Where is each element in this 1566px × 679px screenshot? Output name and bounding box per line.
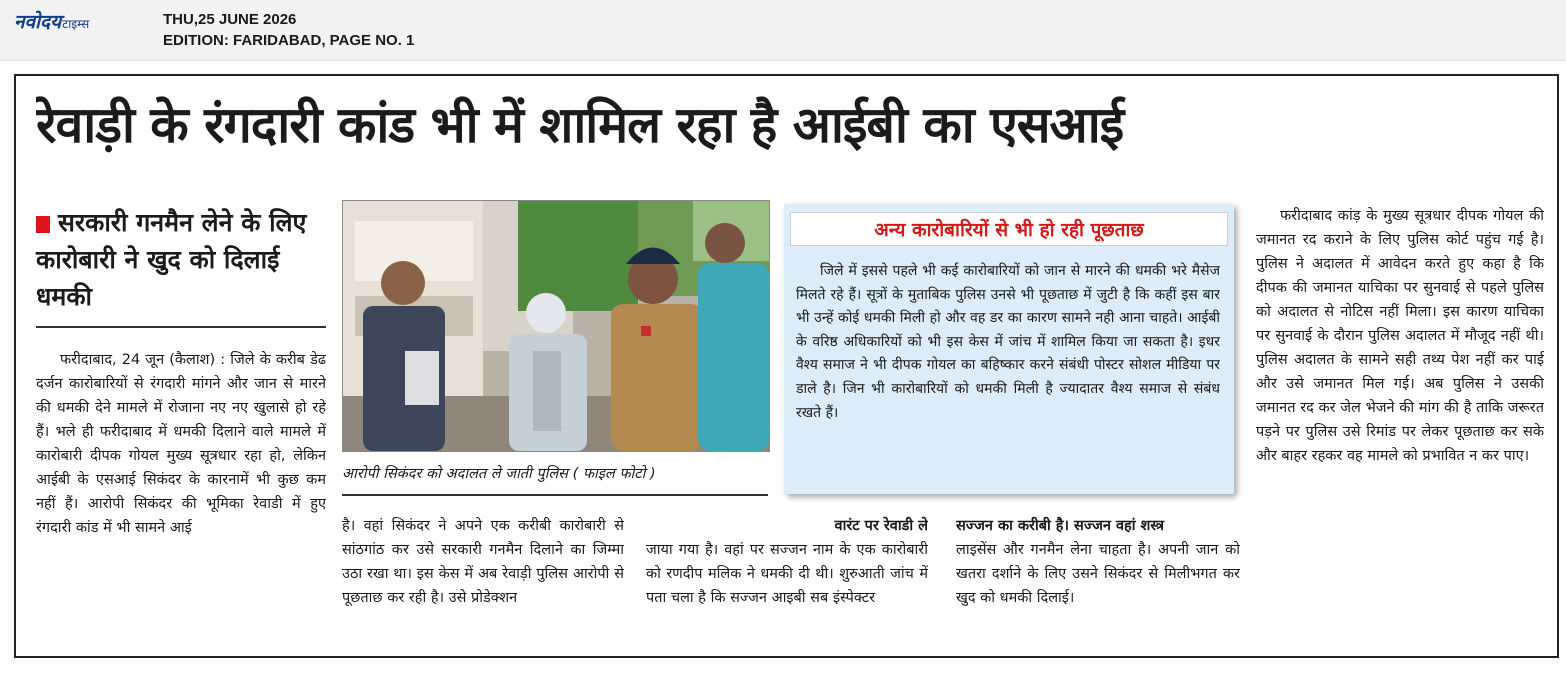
column-4-kicker: सज्जन का करीबी है। सज्जन वहां शस्त्र [956, 518, 1165, 534]
logo-subtext: टाइम्स [62, 17, 90, 31]
page-header-bar [0, 0, 1566, 61]
news-clipping [14, 74, 1559, 658]
box-title: अन्य कारोबारियों से भी हो रही पूछताछ [790, 212, 1228, 246]
article-column-5 [1256, 204, 1544, 654]
article-column-1 [36, 348, 326, 653]
newspaper-logo[interactable] [14, 8, 89, 34]
box-body [796, 260, 1220, 480]
headline: रेवाड़ी के रंगदारी कांड भी में शामिल रहा है आईबी का एसआई [36, 96, 1124, 154]
edition-info [163, 9, 414, 51]
subheading [36, 204, 326, 315]
divider [342, 494, 768, 496]
article-column-2 [342, 514, 624, 654]
photo-caption: आरोपी सिकंदर को अदालत ले जाती पुलिस ( फाइल फोटो ) [342, 466, 656, 482]
article-column-3 [646, 514, 928, 654]
edition-page: EDITION: FARIDABAD, PAGE NO. 1 [163, 32, 415, 49]
article-column-4 [956, 514, 1240, 654]
column-3-kicker: वारंट पर रेवाडी ले [834, 518, 928, 534]
sidebar-box [784, 204, 1234, 494]
column-5-text: फरीदाबाद कांड़ के मुख्य सूत्रधार दीपक गोयल की जमानत रद कराने के लिए पुलिस कोर्ट पहुंच गई है। पुलिस ने अदालत में आवेदन करते हुए कहा है कि दीपक की जमानत याचिका पर सुनवाई से पहले पुलिस को अदालत से नोटिस नहीं मिला। इस कारण याचिका पर सुनवाई के दौरान पुलिस अदालत में मौजूद नहीं थी। पुलिस अदालत के सामने सही तथ्य पेश नहीं कर पाई और उसे जमानत मिल गई। अब पुलिस ने उसकी जमानत रद कर जेल भेजने की मांग की है ताकि जरूरत पड़ने पर पुलिस उसे रिमांड पर लेकर पूछताछ कर सके और बाहर रहकर वह मामले को प्रभावित न कर पाए। [1256, 208, 1544, 464]
subheading-text: सरकारी गनमैन लेने के लिए कारोबारी ने खुद को दिलाई धमकी [36, 208, 307, 311]
photo-illustration [343, 201, 769, 451]
column-1-text: फरीदाबाद, 24 जून (कैलाश) : जिले के करीब डेढ दर्जन कारोबारियों से रंगदारी मांगने और जान से मारने की धमकी देने मामले में रोजाना नए नए खुलासे हो रहे हैं। भले ही फरीदाबाद में धमकी दिलाने वाले मामले में कारोबारी दीपक गोयल मुख्य सूत्रधार रहा हो, लेकिन आईबी के एसआई सिकंदर के कारनामें भी कुछ कम नहीं हैं। आरोपी सिकंदर की भूमिका रेवाडी में हुए रंगदारी कांड में भी सामने आई [36, 352, 326, 536]
column-4-text: लाइसेंस और गनमैन लेना चाहता है। अपनी जान को खतरा दर्शाने के लिए उसने सिकंदर से मिलीभगत कर खुद को धमकी दिलाई। [956, 542, 1240, 606]
box-body-text: जिले में इससे पहले भी कई कारोबारियों को जान से मारने की धमकी भरे मैसेज मिलते रहे हैं। सूत्रों के मुताबिक पुलिस उनसे भी पूछताछ में जुटी है कि कहीं इस बार भी उन्हें कोई धमकी मिली हो और वह डर का कारण सामने नही आना चाहते। आईबी के वरिष्ठ अधिकारियों को भी इस केस में जांच में शामिल किया जा सकता है। इधर वैश्य समाज ने भी दीपक गोयल का बहिष्कार करने संबंधी पोस्टर सोशल मीडिया पर डाले है। जिन भी कारोबारियों को धमकी मिली है ज्यादातर वैश्य समाज से संबंध रखते हैं। [796, 263, 1220, 421]
column-2-text: है। वहां सिकंदर ने अपने एक करीबी कारोबारी से सांठगांठ कर उसे सरकारी गनमैन दिलाने का जिम्मा उठा रखा था। इस केस में अब रेवाड़ी पुलिस आरोपी से पूछताछ कर रही है। उसे प्रोडेक्शन [342, 518, 624, 606]
issue-date: THU,25 JUNE 2026 [163, 11, 297, 28]
bullet-square-icon [36, 216, 50, 233]
divider [36, 326, 326, 328]
logo-wordmark: नवोदय [14, 11, 62, 33]
column-3-text: जाया गया है। वहां पर सज्जन नाम के एक कारोबारी को रणदीप मलिक ने धमकी दी थी। शुरुआती जांच में पता चला है कि सज्जन आइबी सब इंस्पेक्टर [646, 542, 928, 606]
news-photo [342, 200, 770, 452]
